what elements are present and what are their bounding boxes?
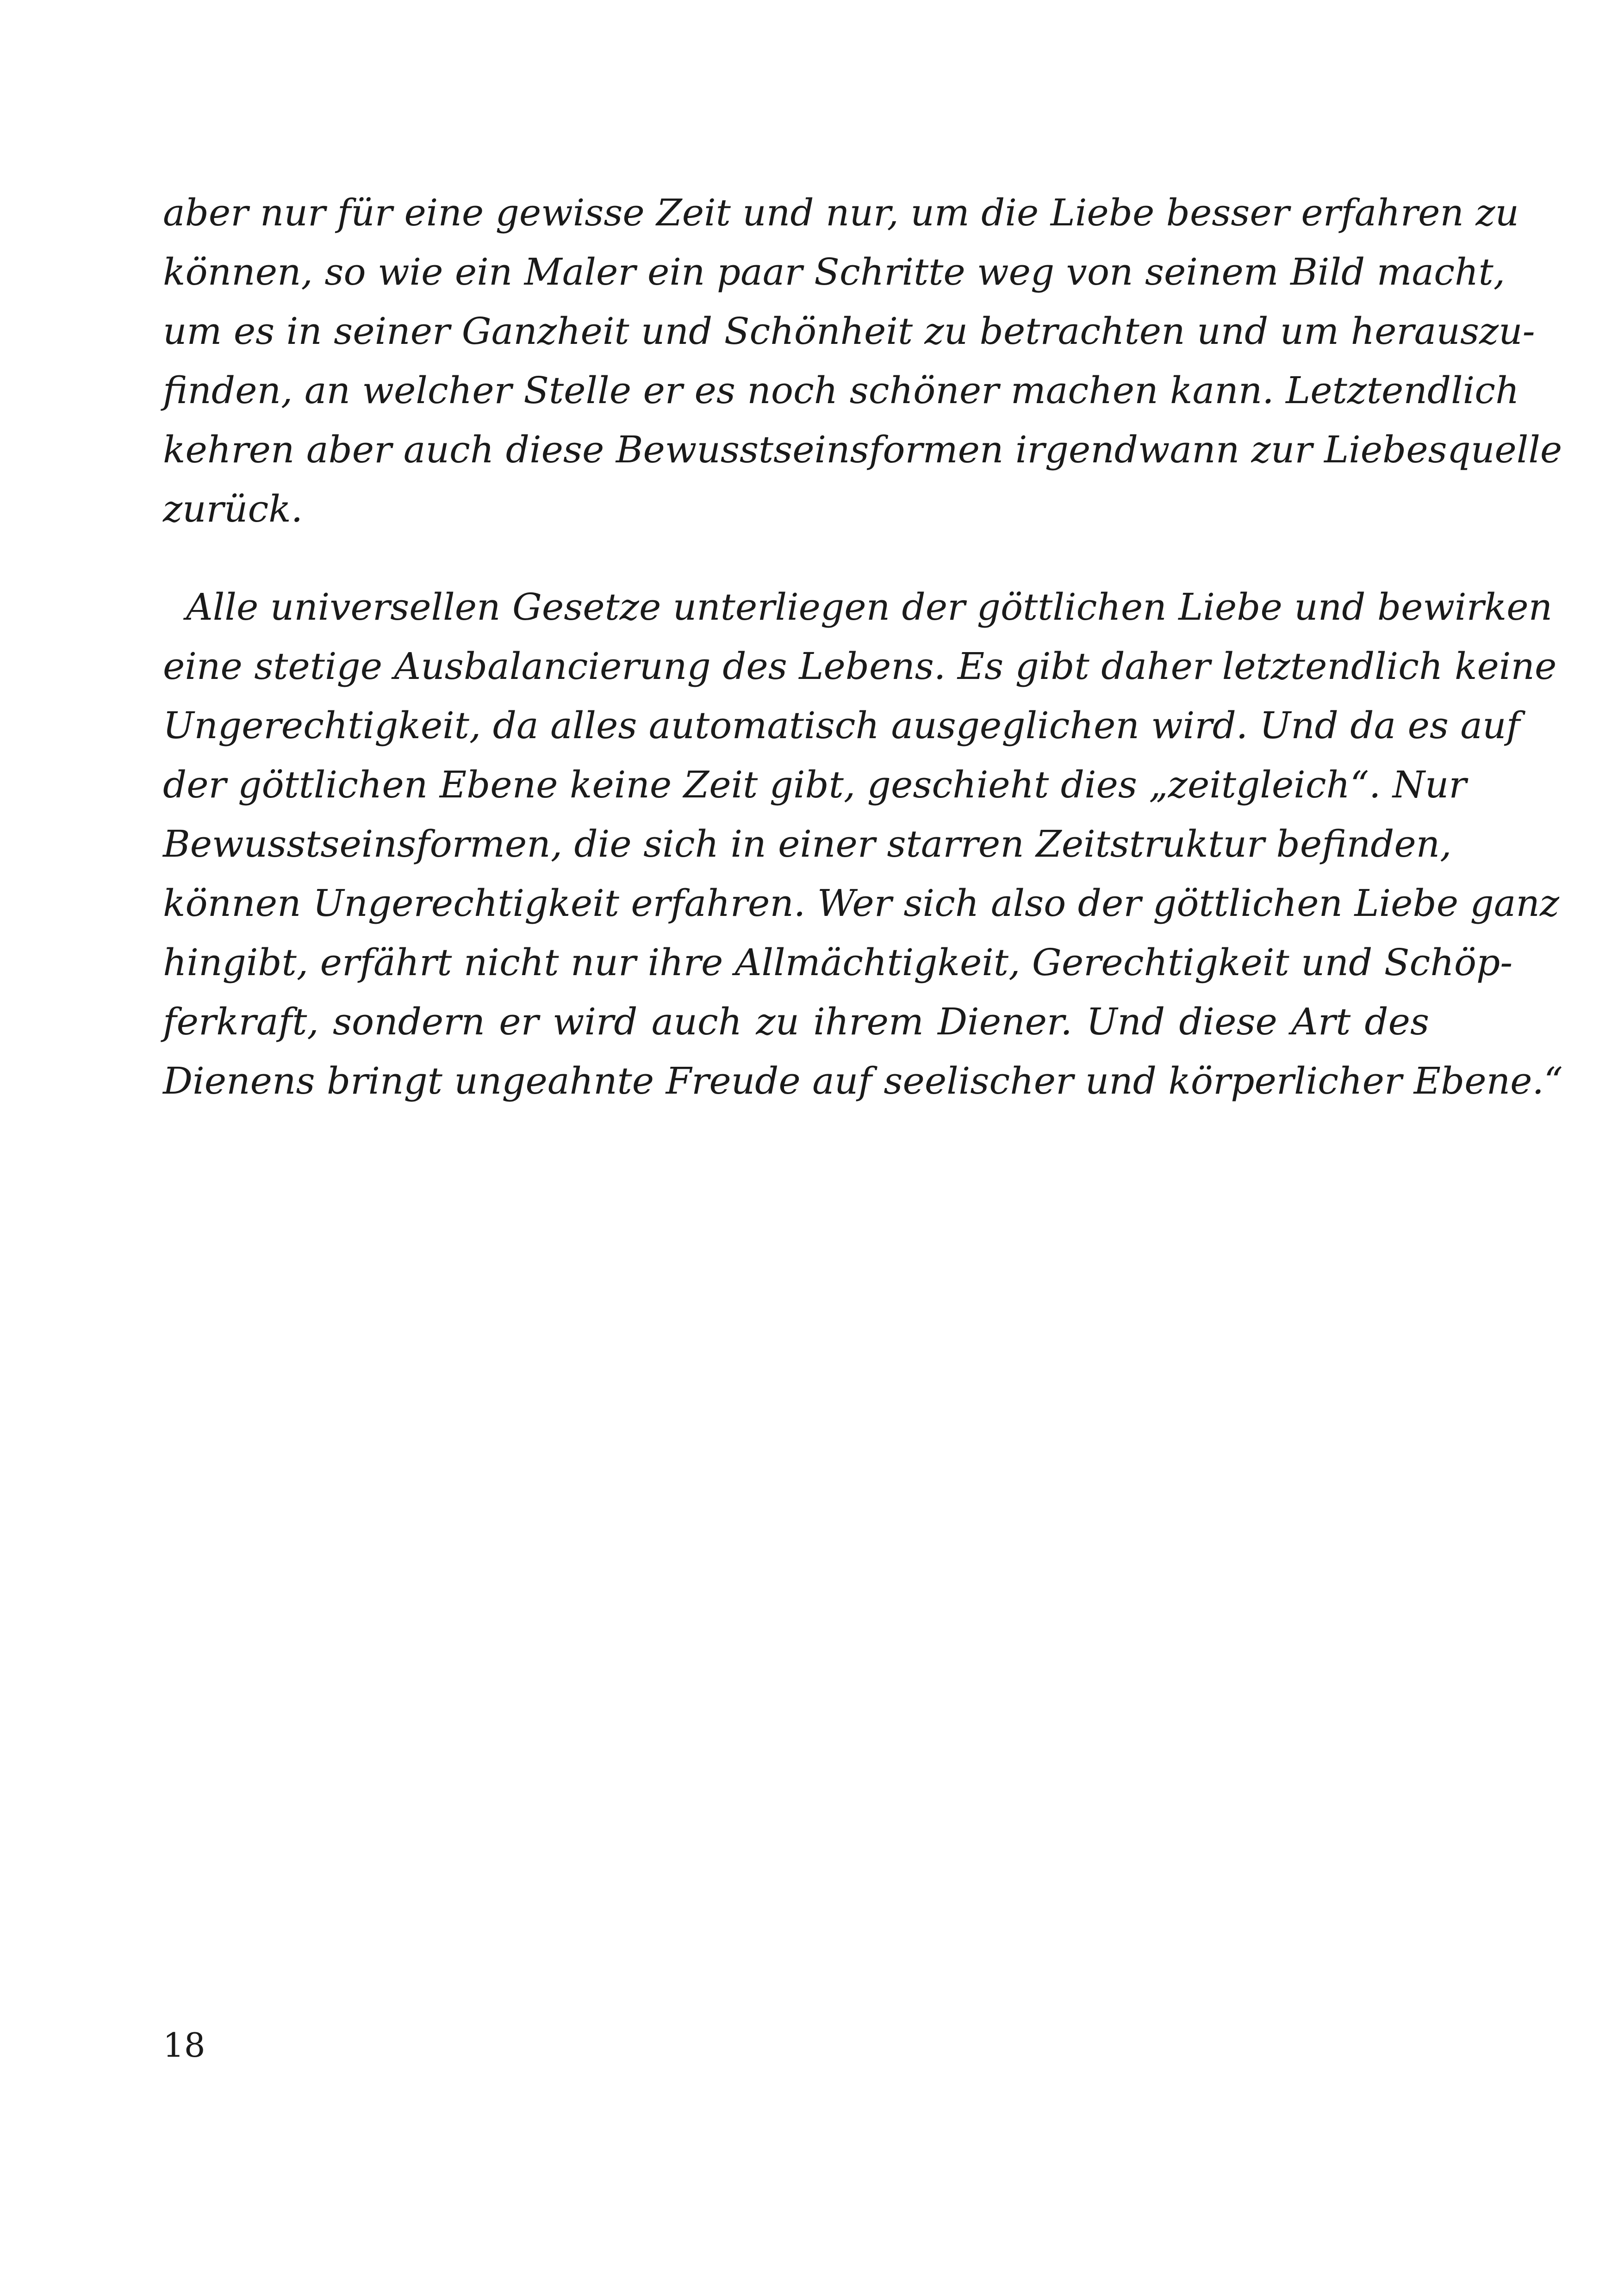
text-line: zurück. bbox=[163, 487, 303, 530]
text-line: finden, an welcher Stelle er es noch schöner machen kann. Letztendlich bbox=[163, 369, 1519, 412]
text-line: Ungerechtigkeit, da alles automatisch ausgeglichen wird. Und da es auf bbox=[163, 704, 1520, 747]
text-line: um es in seiner Ganzheit und Schönheit zu betrachten und um herauszu- bbox=[163, 310, 1535, 353]
text-line: aber nur für eine gewisse Zeit und nur, um die Liebe besser erfahren zu bbox=[163, 191, 1519, 234]
text-line: Dienens bringt ungeahnte Freude auf seelischer und körperlicher Ebene.“ bbox=[163, 1059, 1563, 1102]
text-line: Bewusstseinsformen, die sich in einer starren Zeitstruktur befinden, bbox=[163, 822, 1452, 865]
text-line: können, so wie ein Maler ein paar Schritte weg von seinem Bild macht, bbox=[163, 250, 1506, 293]
text-line: hingibt, erfährt nicht nur ihre Allmächtigkeit, Gerechtigkeit und Schöp- bbox=[163, 941, 1513, 984]
text-line: kehren aber auch diese Bewusstseinsformen irgendwann zur Liebesquelle bbox=[163, 428, 1562, 471]
text-line: können Ungerechtigkeit erfahren. Wer sich also der göttlichen Liebe ganz bbox=[163, 882, 1560, 925]
page-number: 18 bbox=[163, 2026, 205, 2065]
text-line: ferkraft, sondern er wird auch zu ihrem Diener. Und diese Art des bbox=[163, 1000, 1429, 1043]
text-line: Alle universellen Gesetze unterliegen der göttlichen Liebe und bewirken bbox=[186, 585, 1553, 628]
text-line: der göttlichen Ebene keine Zeit gibt, geschieht dies „zeitgleich“. Nur bbox=[163, 763, 1467, 806]
text-line: eine stetige Ausbalancierung des Lebens. Es gibt daher letztendlich keine bbox=[163, 645, 1557, 688]
